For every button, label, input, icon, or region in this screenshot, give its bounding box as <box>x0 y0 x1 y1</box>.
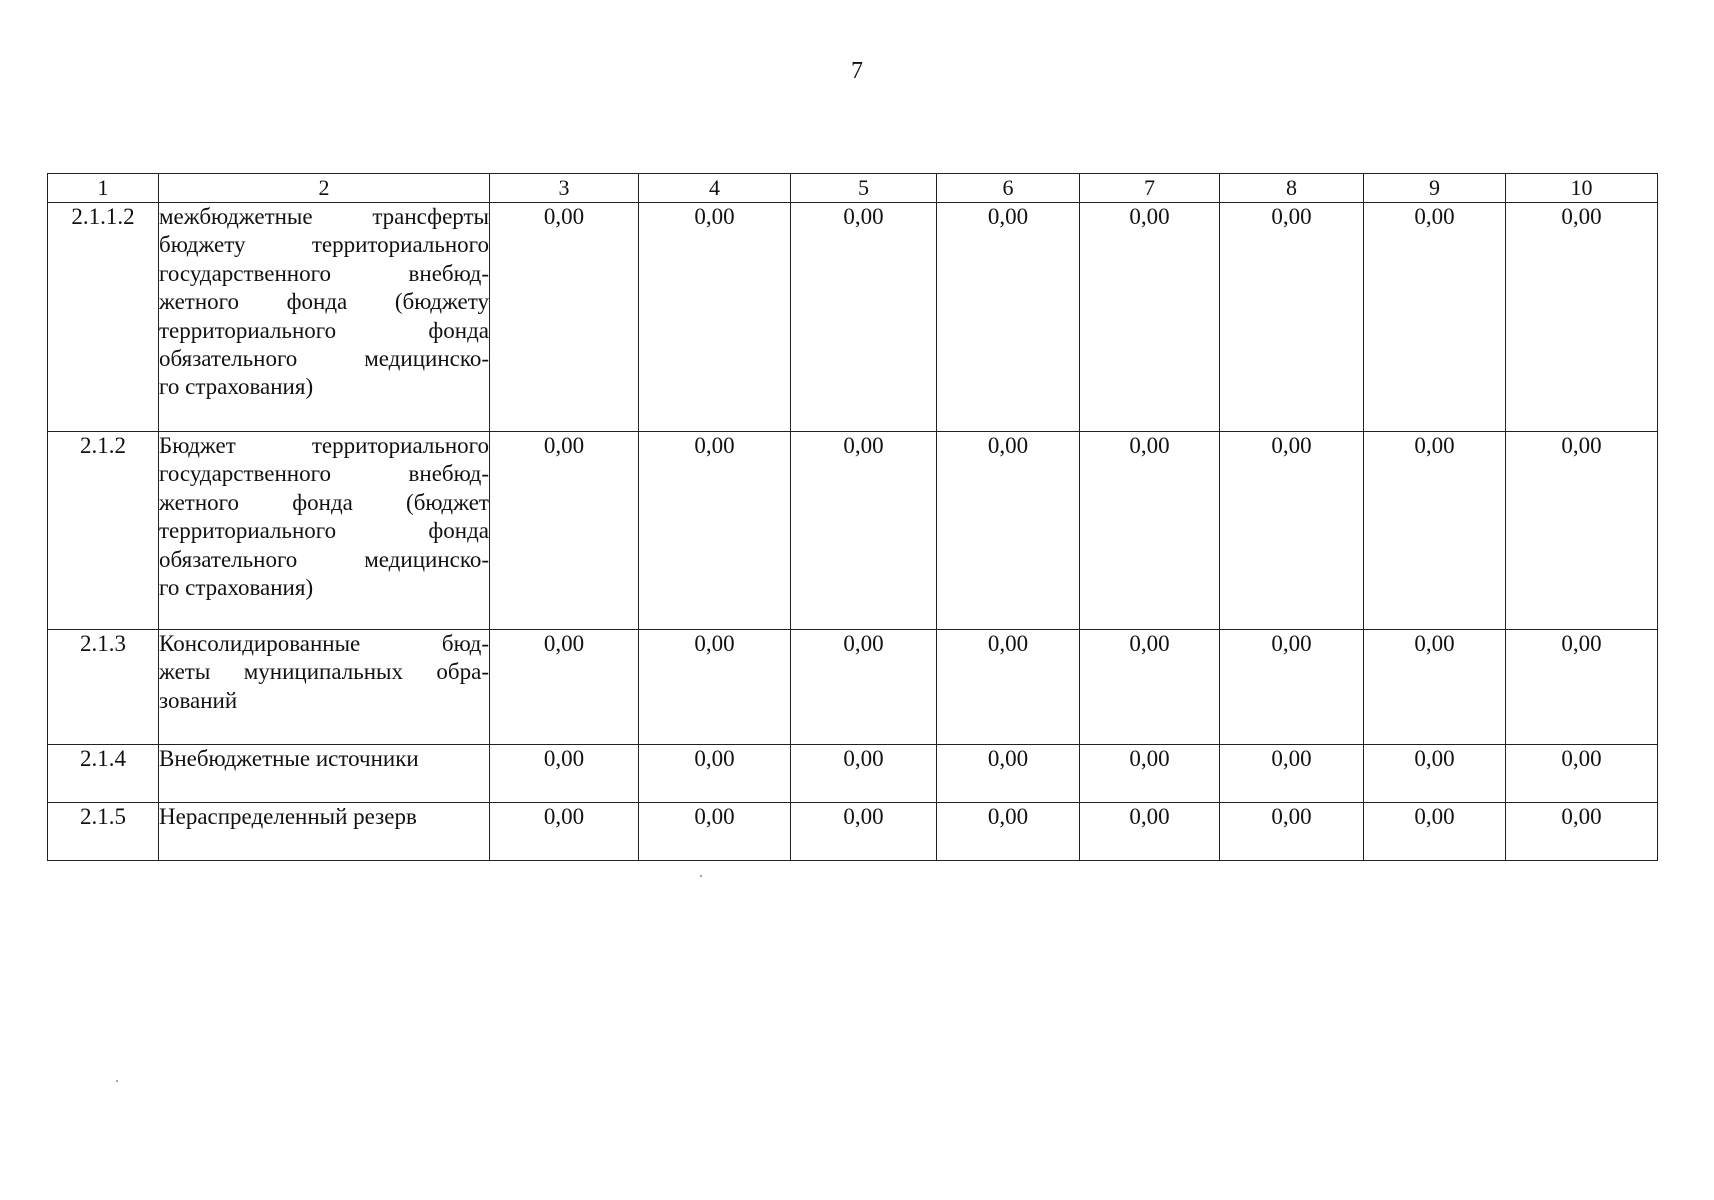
row-name <box>159 803 490 861</box>
value-cell: 0,00 <box>1080 630 1220 745</box>
header-cell: 5 <box>791 174 937 203</box>
value-cell: 0,00 <box>1506 630 1658 745</box>
row-name-line: территориального фонда <box>159 518 489 544</box>
table-row <box>48 803 1658 861</box>
value-cell: 0,00 <box>1080 803 1220 861</box>
header-cell: 10 <box>1506 174 1658 203</box>
row-name <box>159 745 490 803</box>
value-cell: 0,00 <box>1080 203 1220 432</box>
value-cell: 0,00 <box>1220 203 1364 432</box>
row-name-line: Бюджет территориального <box>159 433 489 458</box>
value-cell: 0,00 <box>1506 745 1658 803</box>
header-row <box>48 174 1658 203</box>
value-cell: 0,00 <box>1080 432 1220 630</box>
header-cell: 9 <box>1364 174 1506 203</box>
value-cell: 0,00 <box>791 432 937 630</box>
value-cell: 0,00 <box>490 432 639 630</box>
header-cell: 8 <box>1220 174 1364 203</box>
row-name-line: бюджету территориального <box>159 232 489 258</box>
value-cell: 0,00 <box>791 203 937 432</box>
table-row <box>48 432 1658 630</box>
header-cell: 2 <box>159 174 490 203</box>
row-name-line: го страхования) <box>159 374 314 400</box>
value-cell: 0,00 <box>1364 803 1506 861</box>
row-name-line: Консолидированные бюд- <box>159 631 489 656</box>
value-cell: 0,00 <box>937 630 1080 745</box>
page-number: 7 <box>851 58 863 84</box>
row-code: 2.1.1.2 <box>48 203 159 432</box>
value-cell: 0,00 <box>1506 203 1658 432</box>
value-cell: 0,00 <box>490 630 639 745</box>
row-name-line: зований <box>159 687 238 713</box>
value-cell: 0,00 <box>1364 745 1506 803</box>
row-name-line: го страхования) <box>159 575 314 601</box>
header-cell: 4 <box>639 174 791 203</box>
value-cell: 0,00 <box>791 745 937 803</box>
table-row <box>48 203 1658 432</box>
value-cell: 0,00 <box>791 803 937 861</box>
row-name-line: обязательного медицинско- <box>159 346 489 372</box>
row-name-line: жеты муниципальных обра- <box>159 659 489 685</box>
table-row <box>48 745 1658 803</box>
value-cell: 0,00 <box>791 630 937 745</box>
header-cell: 6 <box>937 174 1080 203</box>
row-code: 2.1.4 <box>48 745 159 803</box>
value-cell: 0,00 <box>1220 745 1364 803</box>
row-code: 2.1.5 <box>48 803 159 861</box>
header-cell: 7 <box>1080 174 1220 203</box>
value-cell: 0,00 <box>490 803 639 861</box>
value-cell: 0,00 <box>937 203 1080 432</box>
row-name <box>159 630 490 745</box>
value-cell: 0,00 <box>1220 432 1364 630</box>
row-name-line: жетного фонда (бюджет <box>159 489 489 515</box>
header-cell: 1 <box>48 174 159 203</box>
value-cell: 0,00 <box>639 630 791 745</box>
row-code: 2.1.3 <box>48 630 159 745</box>
value-cell: 0,00 <box>639 432 791 630</box>
row-code: 2.1.2 <box>48 432 159 630</box>
row-name <box>159 203 490 432</box>
row-name-line: Нераспределенный резерв <box>159 804 417 829</box>
value-cell: 0,00 <box>1220 803 1364 861</box>
value-cell: 0,00 <box>937 803 1080 861</box>
row-name-line: Внебюджетные источники <box>159 746 419 771</box>
value-cell: 0,00 <box>490 203 639 432</box>
scan-speck <box>700 875 702 877</box>
value-cell: 0,00 <box>639 745 791 803</box>
value-cell: 0,00 <box>639 203 791 432</box>
row-name-line: обязательного медицинско- <box>159 546 489 572</box>
value-cell: 0,00 <box>639 803 791 861</box>
value-cell: 0,00 <box>1364 630 1506 745</box>
row-name-line: территориального фонда <box>159 317 489 343</box>
value-cell: 0,00 <box>1506 803 1658 861</box>
value-cell: 0,00 <box>937 432 1080 630</box>
row-name-line: государственного внебюд- <box>159 260 489 286</box>
row-name-line: жетного фонда (бюджету <box>159 289 489 315</box>
value-cell: 0,00 <box>1220 630 1364 745</box>
value-cell: 0,00 <box>1364 203 1506 432</box>
table-row <box>48 630 1658 745</box>
header-cell: 3 <box>490 174 639 203</box>
value-cell: 0,00 <box>937 745 1080 803</box>
row-name <box>159 432 490 630</box>
value-cell: 0,00 <box>490 745 639 803</box>
row-name-line: межбюджетные трансферты <box>159 204 489 229</box>
row-name-line: государственного внебюд- <box>159 461 489 487</box>
scan-speck <box>116 1080 118 1082</box>
value-cell: 0,00 <box>1364 432 1506 630</box>
budget-table <box>47 173 1658 861</box>
value-cell: 0,00 <box>1506 432 1658 630</box>
value-cell: 0,00 <box>1080 745 1220 803</box>
